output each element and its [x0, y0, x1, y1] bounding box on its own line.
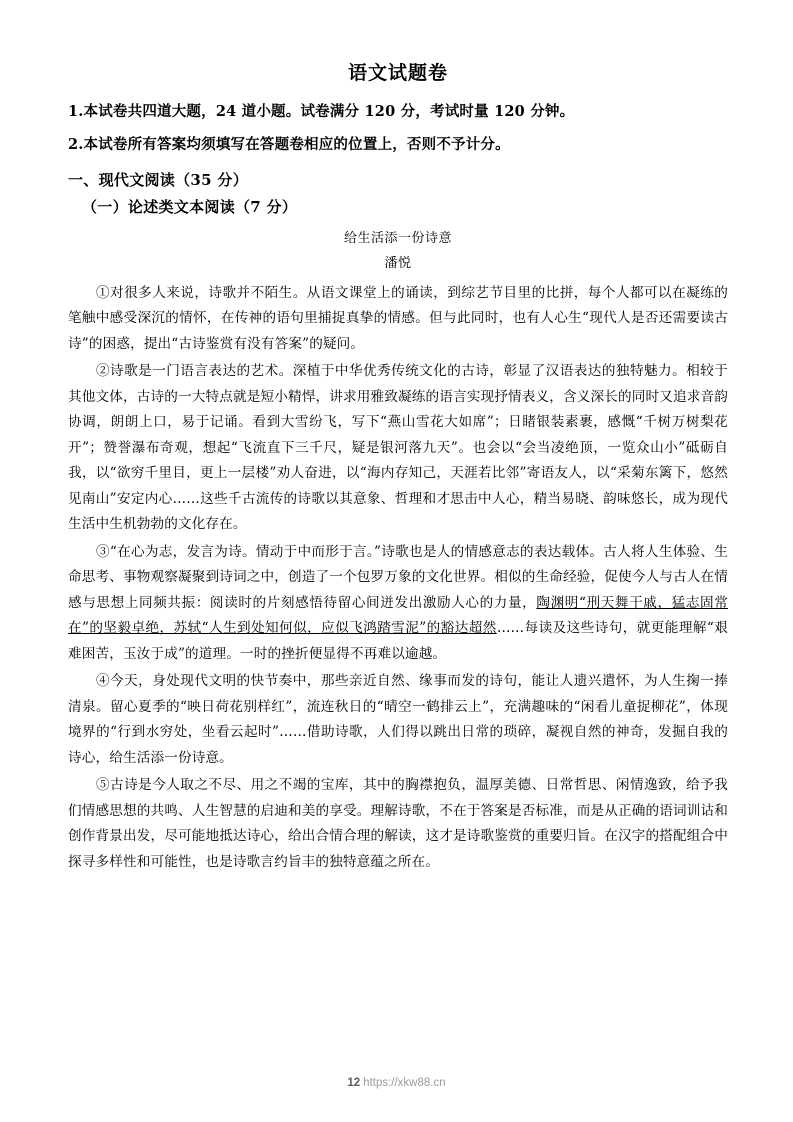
page-number: 12 — [347, 1077, 361, 1089]
section-heading: 一、现代文阅读（35 分） — [68, 170, 248, 189]
subsection-heading: （一）论述类文本阅读（7 分） — [82, 197, 298, 216]
article-title: 给生活添一份诗意 — [343, 230, 452, 246]
article-paragraph-2: ②诗歌是一门语言表达的艺术。深植于中华优秀传统文化的古诗，彰显了汉语表达的独特魅力。相较于其他文体，古诗的一大特点就是短小精悍，讲求用雅致凝练的语言实现抒情表义，含义深长的同时又追求音韵协调，朗朗上口，易于记诵。看到大雪纷飞，写下“燕山雪花大如席”；日睹银装素裹，感慨“千树万树梨花开”；赞誉瀑布奇观，想起“飞流直下三千尺，疑是银河落九天”。也会以“会当凌绝顶，一览众山小”砥砺自我，以“欲穷千里目，更上一层楼”劝人奋进，以“海内存知己，天涯若比邻”寄语友人，以“采菊东篱下，悠然见南山”安定内心……这些千古流传的诗歌以其意象、哲理和才思击中人心，精当易晓、韵味悠长，成为现代生活中生机勃勃的文化存在。 — [68, 363, 728, 532]
article-paragraph-1: ①对很多人来说，诗歌并不陌生。从语文课堂上的诵读，到综艺节目里的比拼，每个人都可以在凝练的笔触中感受深沉的情怀，在传神的语句里捕捉真挚的情感。但与此同时，也有人心生“现代人是否还需要读古诗”的困惑，提出“古诗鉴赏有没有答案”的疑问。 — [68, 284, 728, 352]
article-paragraph-4: ④今天，身处现代文明的快节奏中，那些亲近自然、缘事而发的诗句，能让人遗兴遣怀，为人生掬一捧清泉。留心夏季的“映日荷花别样红”，流连秋日的“晴空一鹤排云上”，充满趣味的“闲看儿童捉柳花”，体现境界的“行到水穷处，坐看云起时”……借助诗歌，人们得以跳出日常的琐碎，凝视自然的神奇，发掘自我的诗心，给生活添一份诗意。 — [68, 673, 728, 766]
article-paragraph-5: ⑤古诗是今人取之不尽、用之不竭的宝库，其中的胸襟抱负，温厚美德、日常哲思、闲情逸致，给予我们情感思想的共鸣、人生智慧的启迪和美的享受。理解诗歌，不在于答案是否标准，而是从正确的语词训诂和创作背景出发，尽可能地抵达诗心，给出合情合理的解读，这才是诗歌鉴赏的重要归旨。在汉字的搭配组合中探寻多样性和可能性，也是诗歌言约旨丰的独特意蕴之所在。 — [68, 777, 728, 870]
exam-notice-line-2: 2.本试卷所有答案均须填写在答题卷相应的位置上，否则不予计分。 — [68, 135, 510, 153]
watermark-url: https://xkw88.cn — [363, 1077, 446, 1089]
article-paragraph-3: ③“在心为志，发言为诗。情动于中而形于言。”诗歌也是人的情感意志的表达载体。古人将人生体验、生命思考、事物观察凝聚到诗词之中，创造了一个包罗万象的文化世界。相似的生命经验，促使今人与古人在情感与思想上同频共振：阅读时的片刻感悟待留心间迸发出激励人心的力量，陶渊明“刑天舞干戚，猛志固常在”的坚毅卓绝，苏轼“人生到处知何似，应似飞鸿踏雪泥”的豁达超然……每读及这些诗句，就更能理解“艰难困苦，玉汝于成”的道理。一时的挫折便显得不再难以逾越。 — [68, 543, 728, 662]
page-title: 语文试题卷 — [347, 62, 448, 84]
article-author: 潘悦 — [384, 255, 412, 271]
exam-notice-line-1: 1.本试卷共四道大题，24 道小题。试卷满分 120 分，考试时量 120 分钟。 — [68, 103, 575, 120]
document-content — [68, 58, 728, 877]
page-footer — [0, 1077, 793, 1089]
